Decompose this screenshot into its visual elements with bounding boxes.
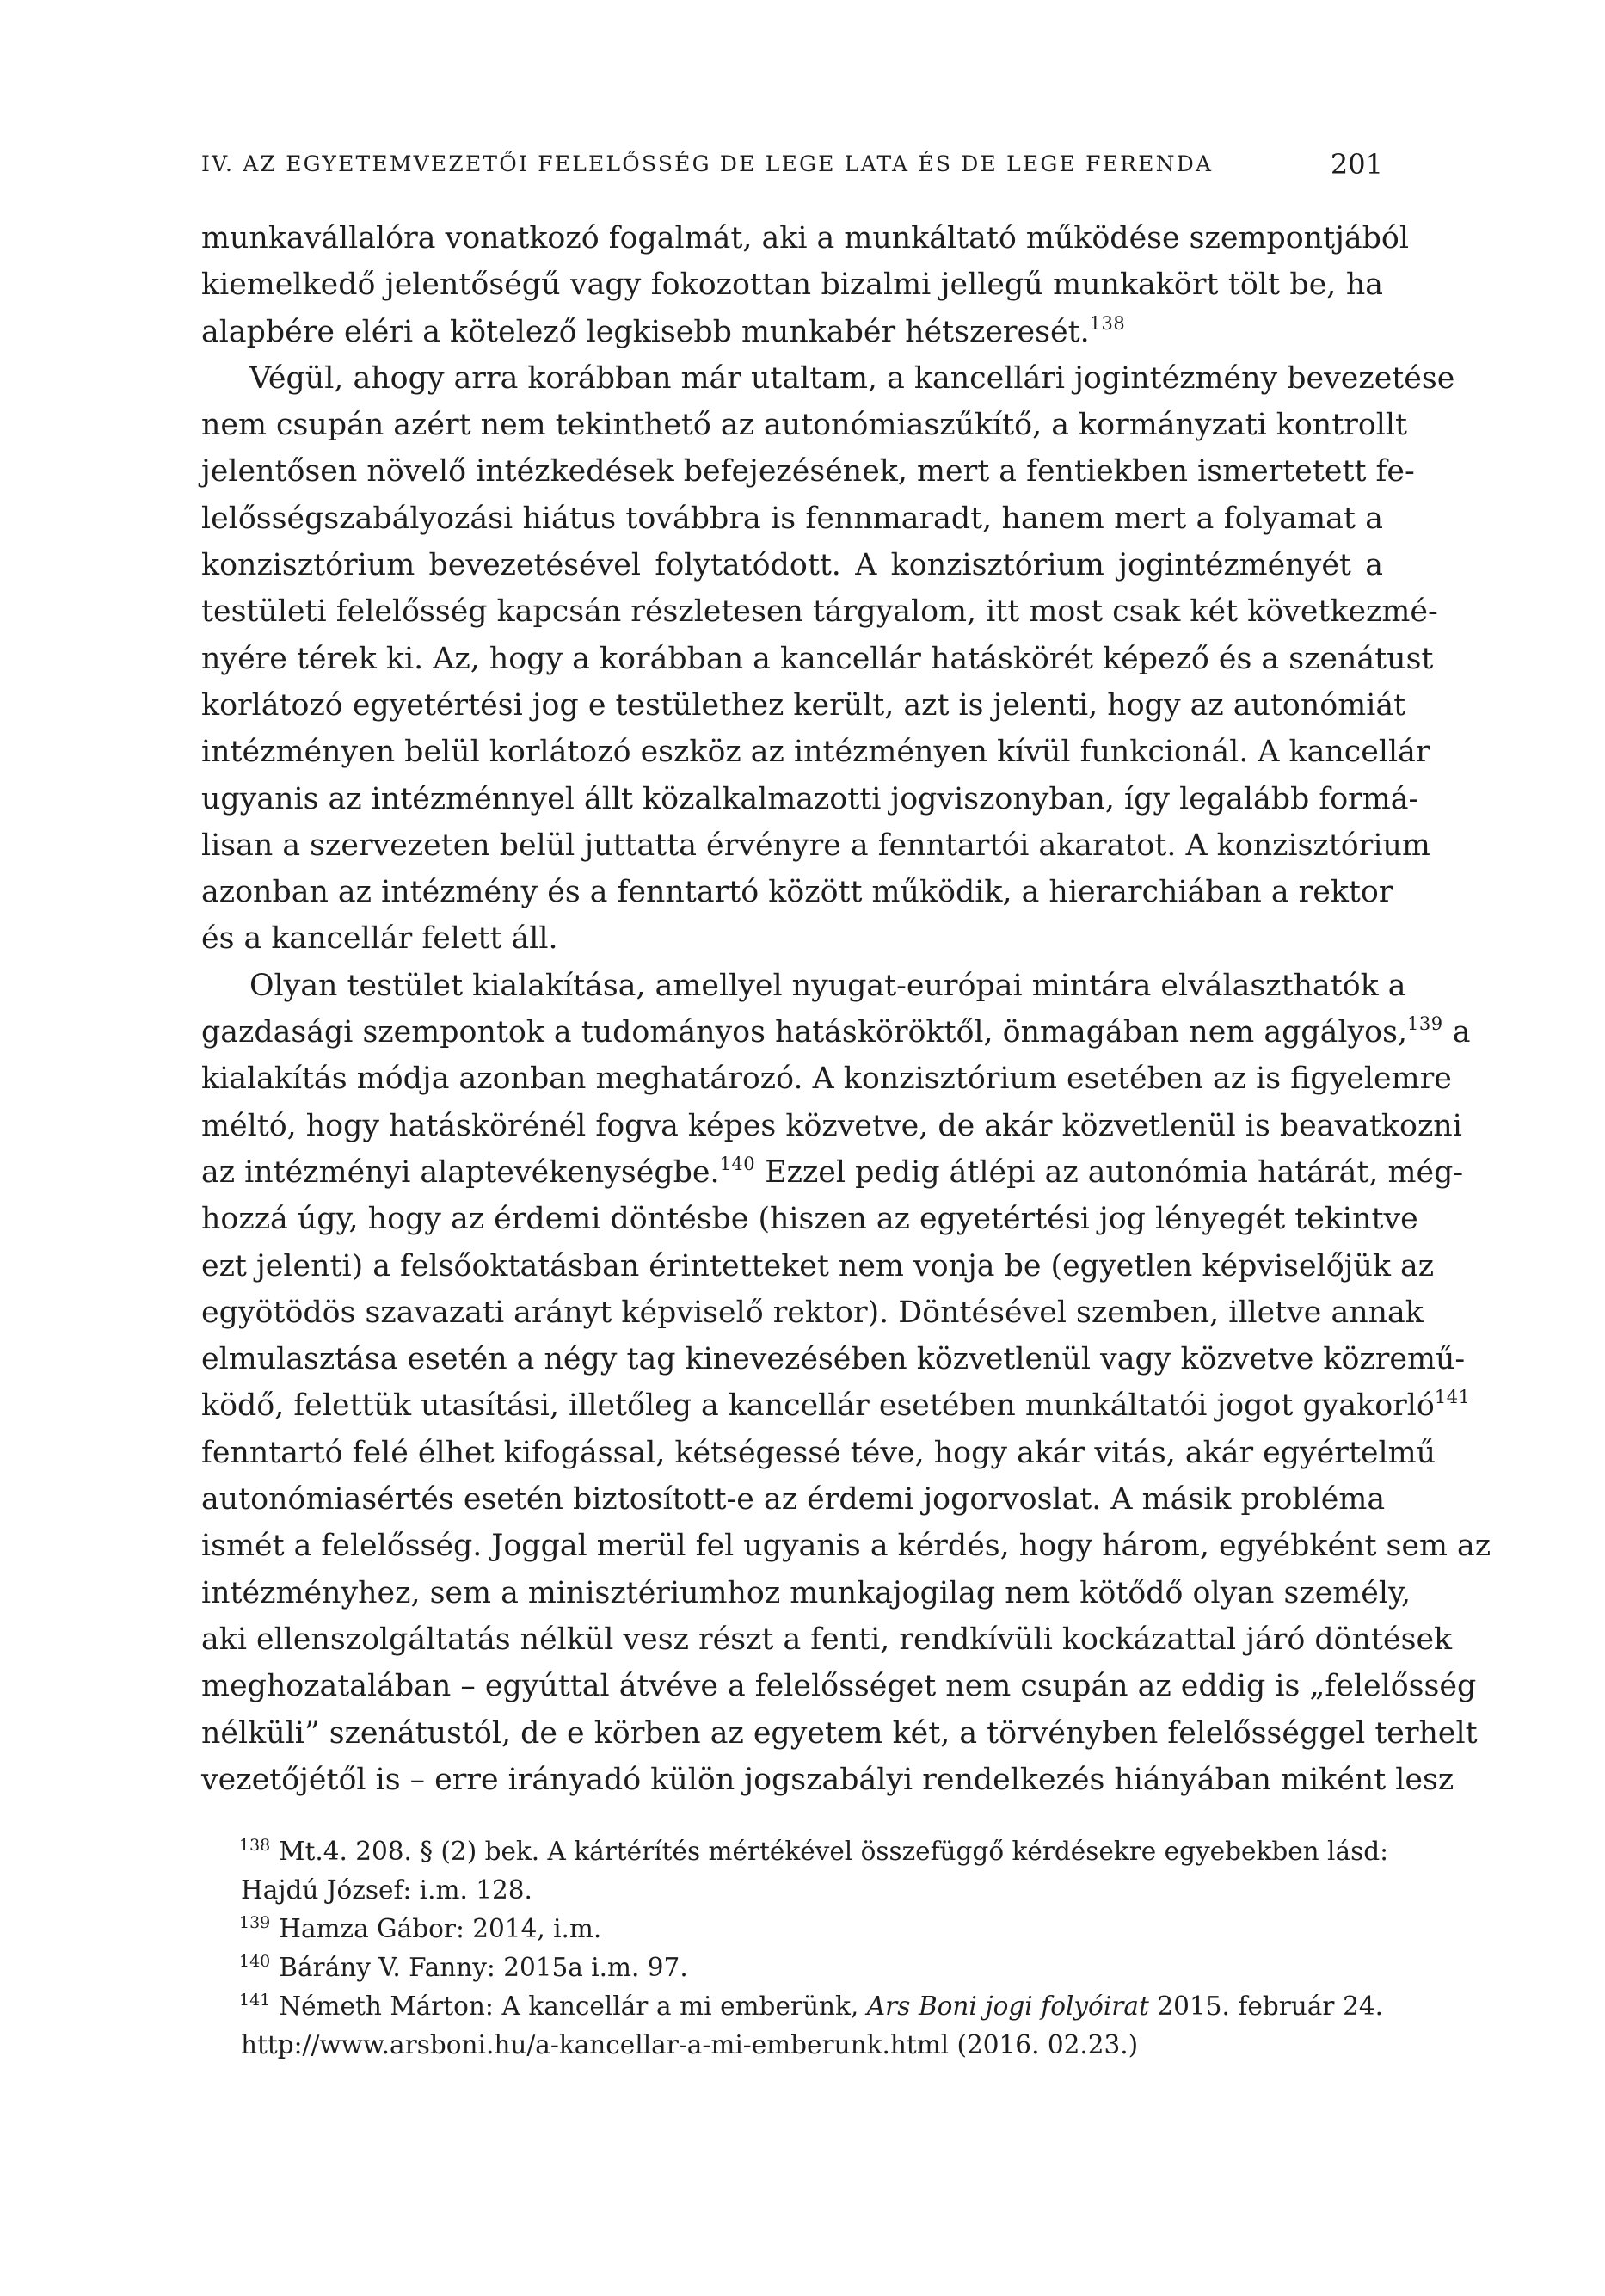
text-line: gazdasági szempontok a tudományos hatásköröktől, önmagában nem aggályos,$^{139}$ a xyxy=(201,1013,1471,1050)
text-line: az intézményi alaptevékenységbe.$^{140}$ Ezzel pedig átlépi az autonómia határát, még- xyxy=(201,1153,1464,1190)
text-line: ezt jelenti) a felsőoktatásban érintetteket nem vonja be (egyetlen képviselőjük az xyxy=(201,1248,1435,1283)
footnote-138-cont: Hajdú József: i.m. 128. xyxy=(241,1875,532,1905)
footnote-ref[interactable]: 140 xyxy=(719,1153,756,1174)
text-line: vezetőjétől is – erre irányadó külön jogszabályi rendelkezés hiányában miként lesz xyxy=(201,1762,1454,1797)
text-line: nélküli” szenátustól, de e körben az egyetem két, a törvényben felelősséggel terhelt xyxy=(201,1715,1478,1751)
text-line: munkavállalóra vonatkozó fogalmát, aki a munkáltató működése szempontjából xyxy=(201,221,1409,255)
text-line: méltó, hogy hatáskörénél fogva képes közvetve, de akár közvetlenül is beavatkozni xyxy=(201,1108,1462,1143)
footnote-number: 140 xyxy=(239,1952,271,1971)
text-line: Olyan testület kialakítása, amellyel nyugat-európai mintára elválaszthatók a xyxy=(249,968,1406,1003)
text-line: autonómiasértés esetén biztosított-e az érdemi jogorvoslat. A másik probléma xyxy=(201,1482,1386,1517)
footnote-139: $^{139}$ Hamza Gábor: 2014, i.m. xyxy=(239,1913,602,1943)
text-line: elmulasztása esetén a négy tag kinevezésében közvetlenül vagy közvetve közremű- xyxy=(201,1342,1466,1377)
footnote-138: $^{138}$ Mt.4. 208. § (2) bek. A kártérítés mértékével összefüggő kérdésekre egyebekben lásd: xyxy=(239,1836,1389,1866)
text-line: testületi felelősség kapcsán részletesen tárgyalom, itt most csak két következmé- xyxy=(201,594,1438,630)
chapter-title: IV. AZ EGYETEMVEZETŐI FELELŐSSÉG DE LEGE LATA ÉS DE LEGE FERENDA xyxy=(201,151,1214,176)
footnote-ref[interactable]: 139 xyxy=(1407,1013,1443,1035)
text-line: és a kancellár felett áll. xyxy=(201,921,558,957)
footnote-number: 141 xyxy=(239,1991,271,2010)
journal-title: Ars Boni jogi folyóirat xyxy=(866,1991,1149,2021)
text-line: ugyanis az intézménnyel állt közalkalmazotti jogviszonyban, így legalább formá- xyxy=(201,781,1419,816)
body-text xyxy=(201,215,1491,1803)
text-line: lelősségszabályozási hiátus továbbra is fennmaradt, hanem mert a folyamat a xyxy=(201,501,1383,536)
footnotes xyxy=(201,1832,1389,2065)
text-line: nem csupán azért nem tekinthető az autonómiaszűkítő, a kormányzati kontrollt xyxy=(201,408,1408,443)
text-line: ködő, felettük utasítási, illetőleg a kancellár esetében munkáltatói jogot gyakorló$^{141}$ xyxy=(201,1387,1471,1424)
text-line: kialakítás módja azonban meghatározó. A konzisztórium esetében az is figyelemre xyxy=(201,1062,1452,1097)
text-line: lisan a szervezeten belül juttatta érvényre a fenntartói akaratot. A konzisztórium xyxy=(201,828,1430,863)
text-line: fenntartó felé élhet kifogással, kétségessé téve, hogy akár vitás, akár egyértelmű xyxy=(201,1435,1436,1470)
footnote-140: $^{140}$ Bárány V. Fanny: 2015a i.m. 97. xyxy=(239,1952,688,1982)
page-number: 201 xyxy=(1330,148,1383,181)
running-head xyxy=(201,148,1383,186)
text-line: intézményhez, sem a minisztériumhoz munkajogilag nem kötődő olyan személy, xyxy=(201,1575,1411,1610)
text-line: alapbére eléri a kötelező legkisebb munkabér hétszeresét.$^{138}$ xyxy=(201,312,1126,349)
text-line: intézményen belül korlátozó eszköz az intézményen kívül funkcionál. A kancellár xyxy=(201,735,1430,770)
footnote-ref[interactable]: 141 xyxy=(1434,1387,1471,1408)
footnote-number: 138 xyxy=(239,1836,271,1855)
text-line: azonban az intézmény és a fenntartó között működik, a hierarchiában a rektor xyxy=(201,875,1393,910)
footnote-141-url[interactable]: http://www.arsboni.hu/a-kancellar-a-mi-emberunk.html (2016. 02.23.) xyxy=(241,2030,1139,2059)
footnote-number: 139 xyxy=(239,1913,271,1932)
footnote-141: $^{141}$ Németh Márton: A kancellár a mi emberünk, Ars Boni jogi folyóirat 2015. február 24. xyxy=(239,1991,1384,2021)
text-line: egyötödös szavazati arányt képviselő rektor). Döntésével szemben, illetve annak xyxy=(201,1295,1424,1330)
text-line: jelentősen növelő intézkedések befejezésének, mert a fentiekben ismertetett fe- xyxy=(201,454,1415,489)
text-line: ismét a felelősség. Joggal merül fel ugyanis a kérdés, hogy három, egyébként sem az xyxy=(201,1529,1491,1564)
text-line: Végül, ahogy arra korábban már utaltam, a kancellári jogintézmény bevezetése xyxy=(249,360,1455,396)
text-line: kiemelkedő jelentőségű vagy fokozottan bizalmi jellegű munkakört tölt be, ha xyxy=(201,268,1383,303)
text-line: korlátozó egyetértési jog e testülethez került, azt is jelenti, hogy az autonómiát xyxy=(201,687,1406,723)
text-line: nyére térek ki. Az, hogy a korábban a kancellár hatáskörét képező és a szenátust xyxy=(201,641,1434,676)
text-line: hozzá úgy, hogy az érdemi döntésbe (hiszen az egyetértési jog lényegét tekintve xyxy=(201,1202,1418,1237)
text-line: aki ellenszolgáltatás nélkül vesz részt a fenti, rendkívüli kockázattal járó döntések xyxy=(201,1622,1453,1657)
text-line: meghozatalában – egyúttal átvéve a felelősséget nem csupán az eddig is „felelősség xyxy=(201,1669,1477,1704)
text-line: konzisztórium bevezetésével folytatódott. A konzisztórium jogintézményét a xyxy=(201,548,1383,583)
footnote-ref[interactable]: 138 xyxy=(1089,312,1126,334)
